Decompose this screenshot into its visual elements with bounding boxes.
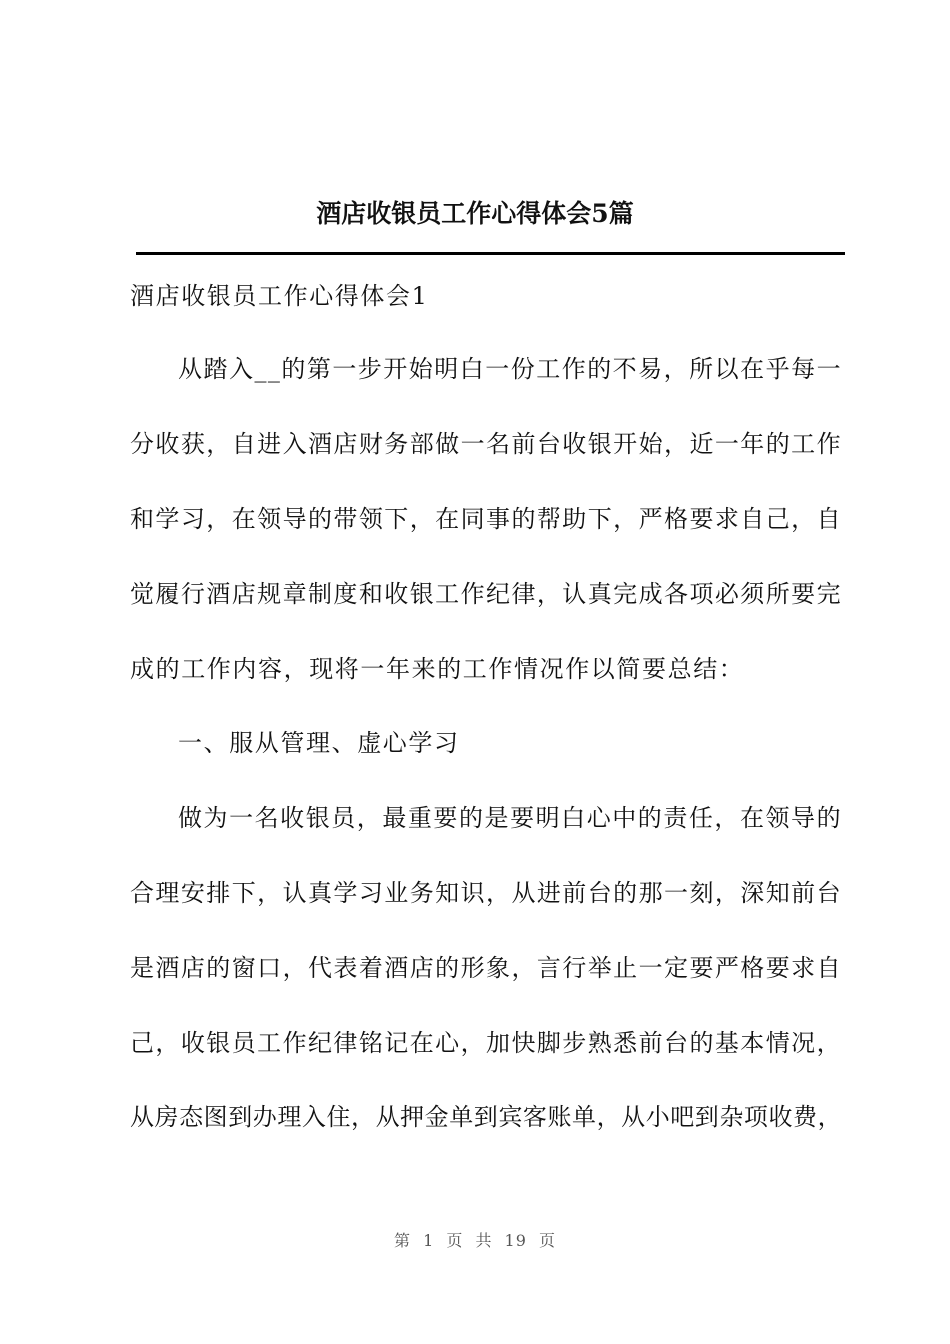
paragraph-line: 分收获，自进入酒店财务部做一名前台收银开始，近一年的工作 xyxy=(130,430,842,458)
paragraph-line: 是酒店的窗口，代表着酒店的形象，言行举止一定要严格要求自 xyxy=(130,954,842,982)
paragraph-line: 觉履行酒店规章制度和收银工作纪律，认真完成各项必须所要完 xyxy=(130,580,842,608)
paragraph-line: 和学习，在领导的带领下，在同事的帮助下，严格要求自己，自 xyxy=(130,505,842,533)
paragraph-line: 从房态图到办理入住，从押金单到宾客账单，从小吧到杂项收费， xyxy=(130,1103,842,1131)
subsection-heading: 一、服从管理、虚心学习 xyxy=(178,729,460,757)
paragraph-line: 己，收银员工作纪律铭记在心，加快脚步熟悉前台的基本情况， xyxy=(130,1029,842,1057)
paragraph-line: 合理安排下，认真学习业务知识，从进前台的那一刻，深知前台 xyxy=(130,879,842,907)
title-divider xyxy=(136,252,845,255)
document-title: 酒店收银员工作心得体会5篇 xyxy=(316,199,634,228)
paragraph-line: 从踏入__的第一步开始明白一份工作的不易，所以在乎每一 xyxy=(178,355,842,383)
paragraph-line: 做为一名收银员，最重要的是要明白心中的责任，在领导的 xyxy=(178,804,842,832)
paragraph-line: 成的工作内容，现将一年来的工作情况作以简要总结： xyxy=(130,655,745,683)
section-heading: 酒店收银员工作心得体会1 xyxy=(130,282,429,310)
page-number-footer: 第 1 页 共 19 页 xyxy=(394,1231,556,1250)
